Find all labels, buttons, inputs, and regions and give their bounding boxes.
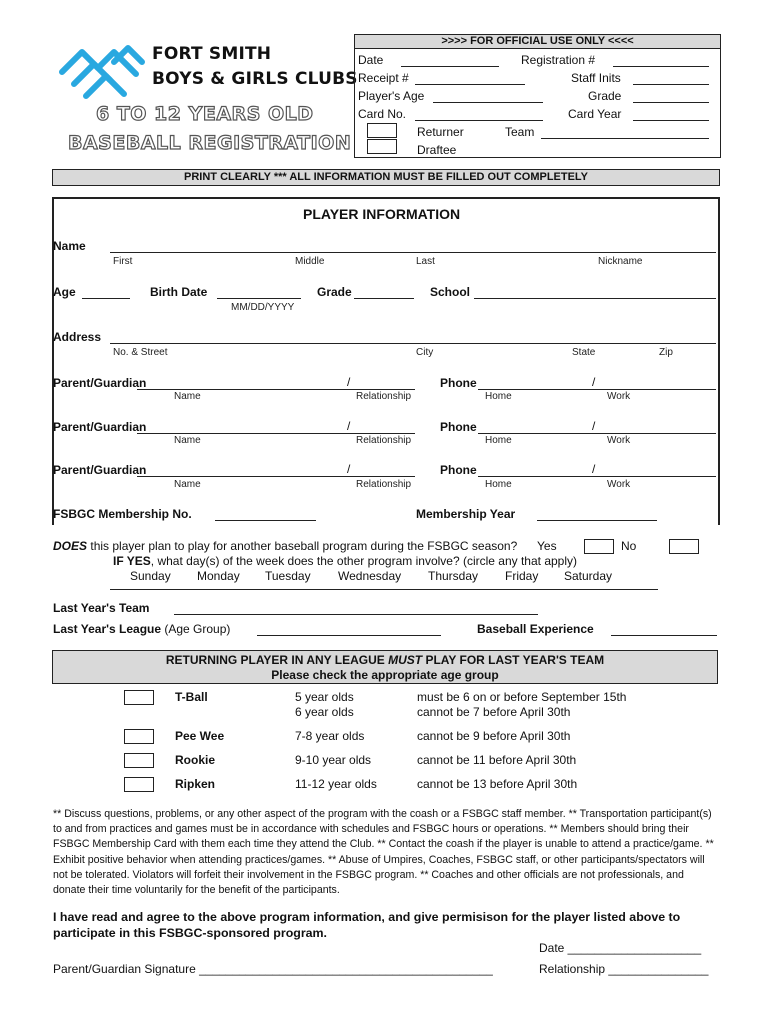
address-field[interactable]: [110, 343, 716, 344]
guardian-3-slash: /: [347, 462, 351, 476]
guardian-2-field[interactable]: [137, 433, 415, 434]
guardian-1-phone-field[interactable]: [478, 389, 716, 390]
official-players-age-line[interactable]: [433, 102, 543, 103]
player-information-heading: PLAYER INFORMATION: [303, 206, 461, 222]
form-title-line1: 6 TO 12 YEARS OLD: [96, 103, 314, 125]
baseball-experience-label: Baseball Experience: [477, 622, 594, 636]
day-tuesday[interactable]: Tuesday: [265, 569, 311, 583]
tball-checkbox[interactable]: [124, 690, 154, 705]
day-monday[interactable]: Monday: [197, 569, 240, 583]
first-name-caption: First: [113, 256, 133, 267]
birth-date-label: Birth Date: [150, 285, 208, 299]
official-use-header: >>>> FOR OFFICIAL USE ONLY <<<<: [355, 35, 720, 49]
peewee-label: Pee Wee: [175, 729, 225, 743]
membership-year-label: Membership Year: [416, 507, 516, 521]
birth-date-field[interactable]: [217, 298, 301, 299]
membership-year-field[interactable]: [537, 520, 657, 521]
last-team-field[interactable]: [174, 614, 538, 615]
tball-rule-2: cannot be 7 before April 30th: [417, 705, 571, 719]
membership-no-label: FSBGC Membership No.: [53, 507, 192, 521]
guardian-2-phone-slash: /: [592, 419, 596, 433]
org-name-line2: BOYS & GIRLS CLUBS: [152, 69, 358, 89]
signature-date-field[interactable]: Date ____________________: [539, 941, 702, 955]
middle-name-caption: Middle: [295, 256, 325, 267]
official-date-label: Date: [358, 53, 384, 67]
if-yes-emphasis: IF YES: [113, 554, 151, 568]
ripken-rule: cannot be 13 before April 30th: [417, 777, 578, 791]
ripken-label: Ripken: [175, 777, 216, 791]
birth-date-format-caption: MM/DD/YYYY: [231, 302, 295, 313]
day-friday[interactable]: Friday: [505, 569, 539, 583]
returner-checkbox[interactable]: [367, 123, 397, 138]
name-field[interactable]: [110, 252, 716, 253]
guardian-1-relationship-caption: Relationship: [356, 391, 412, 402]
guardian-2-phone-label: Phone: [440, 420, 477, 434]
guardian-3-phone-field[interactable]: [478, 476, 716, 477]
tball-rule-1: must be 6 on or before September 15th: [417, 690, 627, 704]
returning-line1: [53, 653, 717, 668]
age-label: Age: [53, 285, 76, 299]
guardian-3-work-caption: Work: [607, 479, 631, 490]
rookie-ages: 9-10 year olds: [295, 753, 372, 767]
grade-label: Grade: [317, 285, 352, 299]
returning-must: MUST: [388, 653, 423, 667]
guardian-2-slash: /: [347, 419, 351, 433]
org-name-line1: FORT SMITH: [152, 44, 272, 64]
rookie-label: Rookie: [175, 753, 216, 767]
peewee-ages: 7-8 year olds: [295, 729, 365, 743]
city-caption: City: [416, 347, 434, 358]
other-program-emphasis: DOES: [53, 539, 88, 553]
last-team-label: Last Year's Team: [53, 601, 150, 615]
official-grade-label: Grade: [588, 89, 622, 103]
age-field[interactable]: [82, 298, 130, 299]
official-card-year-line[interactable]: [633, 120, 709, 121]
official-players-age-label: Player's Age: [358, 89, 425, 103]
official-date-line[interactable]: [401, 66, 499, 67]
ripken-ages: 11-12 year olds: [295, 777, 377, 791]
returner-label: Returner: [417, 125, 464, 139]
day-thursday[interactable]: Thursday: [428, 569, 479, 583]
other-program-followup: [113, 554, 577, 568]
nickname-caption: Nickname: [598, 256, 643, 267]
guardian-3-relationship-caption: Relationship: [356, 479, 412, 490]
guardian-2-relationship-caption: Relationship: [356, 435, 412, 446]
guardian-1-work-caption: Work: [607, 391, 631, 402]
guardian-2-work-caption: Work: [607, 435, 631, 446]
zip-caption: Zip: [659, 347, 673, 358]
followup-text: , what day(s) of the week does the other program involve? (circle any that apply): [150, 554, 578, 568]
address-label: Address: [53, 330, 102, 344]
other-program-no-checkbox[interactable]: [669, 539, 699, 554]
returning-line1-b: PLAY FOR LAST YEAR'S TEAM: [425, 653, 605, 667]
guardian-3-home-caption: Home: [485, 479, 512, 490]
last-league-label: Last Year's League: [53, 622, 162, 636]
draftee-label: Draftee: [417, 143, 457, 157]
days-underline: [110, 589, 658, 590]
official-staff-inits-line[interactable]: [633, 84, 709, 85]
official-card-year-label: Card Year: [568, 107, 622, 121]
guardian-2-phone-field[interactable]: [478, 433, 716, 434]
guardian-signature-field[interactable]: Parent/Guardian Signature ____________________________________________: [53, 962, 493, 976]
age-group-caption: (Age Group): [164, 622, 231, 636]
guardian-3-name-caption: Name: [174, 479, 201, 490]
fsbgc-hands-icon: [52, 38, 148, 102]
guardian-1-label: Parent/Guardian: [53, 376, 147, 390]
returning-player-notice: [52, 650, 718, 684]
guardian-2-name-caption: Name: [174, 435, 201, 446]
guardian-3-phone-slash: /: [592, 462, 596, 476]
guardian-3-phone-label: Phone: [440, 463, 477, 477]
guardian-1-phone-slash: /: [592, 375, 596, 389]
returning-line2: Please check the appropriate age group: [271, 668, 499, 682]
official-card-no-line[interactable]: [415, 120, 543, 121]
other-program-no-label: No: [621, 539, 637, 553]
returning-line1-a: RETURNING PLAYER IN ANY LEAGUE: [165, 653, 385, 667]
name-label: Name: [53, 239, 86, 253]
guardian-1-slash: /: [347, 375, 351, 389]
last-league-label-wrap: [53, 622, 230, 636]
official-team-label: Team: [505, 125, 535, 139]
day-saturday[interactable]: Saturday: [564, 569, 613, 583]
tball-ages-5: 5 year olds: [295, 690, 354, 704]
official-receipt-line[interactable]: [415, 84, 525, 85]
other-program-yes-checkbox[interactable]: [584, 539, 614, 554]
signature-relationship-field[interactable]: Relationship _______________: [539, 962, 709, 976]
last-name-caption: Last: [416, 256, 435, 267]
membership-no-field[interactable]: [215, 520, 316, 521]
last-league-field[interactable]: [257, 635, 441, 636]
agreement-statement: I have read and agree to the above program information, and give permisison for the player listed above to participate in this FSBGC-sponsored program.: [53, 910, 681, 940]
logo: [52, 38, 358, 102]
guardian-3-label: Parent/Guardian: [53, 463, 147, 477]
rookie-checkbox[interactable]: [124, 753, 154, 768]
official-receipt-label: Receipt #: [358, 71, 409, 85]
baseball-experience-field[interactable]: [611, 635, 717, 636]
program-notes: ** Discuss questions, problems, or any other aspect of the program with the coash or a FSBGC staff member. ** Transportation participant(s) to and from practices and games must be in accordance with schedules and FSBGC hours or operations. ** Members should bring their FSBGC Membership Card with them each time they attend the Club. ** Contact the coash if the player is unable to attend a practice/game. ** Exhibit positive behavior when attending practices/games. ** Abuse of Umpires, Coaches, FSBGC staff, or other participants/spectators will not be tolerated. Violators will forfeit their involvement in the FSBGC program. ** Coaches and other officials are not professionals, and donate their time voluntarily for the benefit of the participants.: [53, 808, 714, 897]
other-program-question: [53, 539, 517, 553]
print-clearly-notice: PRINT CLEARLY *** ALL INFORMATION MUST BE FILLED OUT COMPLETELY: [52, 169, 720, 186]
official-card-no-label: Card No.: [358, 107, 407, 121]
guardian-3-field[interactable]: [137, 476, 415, 477]
street-caption: No. & Street: [113, 347, 168, 358]
day-sunday[interactable]: Sunday: [130, 569, 171, 583]
guardian-1-name-caption: Name: [174, 391, 201, 402]
official-grade-line[interactable]: [633, 102, 709, 103]
peewee-checkbox[interactable]: [124, 729, 154, 744]
form-title-line2: BASEBALL REGISTRATION: [68, 132, 352, 154]
official-registration-line[interactable]: [613, 66, 709, 67]
guardian-2-home-caption: Home: [485, 435, 512, 446]
draftee-checkbox[interactable]: [367, 139, 397, 154]
official-team-line[interactable]: [541, 138, 709, 139]
official-use-box: [354, 34, 721, 158]
peewee-rule: cannot be 9 before April 30th: [417, 729, 571, 743]
guardian-1-home-caption: Home: [485, 391, 512, 402]
school-label: School: [430, 285, 471, 299]
official-registration-label: Registration #: [521, 53, 596, 67]
official-staff-inits-label: Staff Inits: [571, 71, 621, 85]
guardian-1-field[interactable]: [137, 389, 415, 390]
guardian-1-phone-label: Phone: [440, 376, 477, 390]
other-program-text: this player plan to play for another baseball program during the FSBGC season?: [90, 539, 518, 553]
state-caption: State: [572, 347, 596, 358]
grade-field[interactable]: [354, 298, 414, 299]
tball-label: T-Ball: [175, 690, 208, 704]
guardian-2-label: Parent/Guardian: [53, 420, 147, 434]
ripken-checkbox[interactable]: [124, 777, 154, 792]
day-wednesday[interactable]: Wednesday: [338, 569, 402, 583]
rookie-rule: cannot be 11 before April 30th: [417, 753, 577, 767]
other-program-yes-label: Yes: [537, 539, 557, 553]
tball-ages-6: 6 year olds: [295, 705, 354, 719]
school-field[interactable]: [474, 298, 716, 299]
